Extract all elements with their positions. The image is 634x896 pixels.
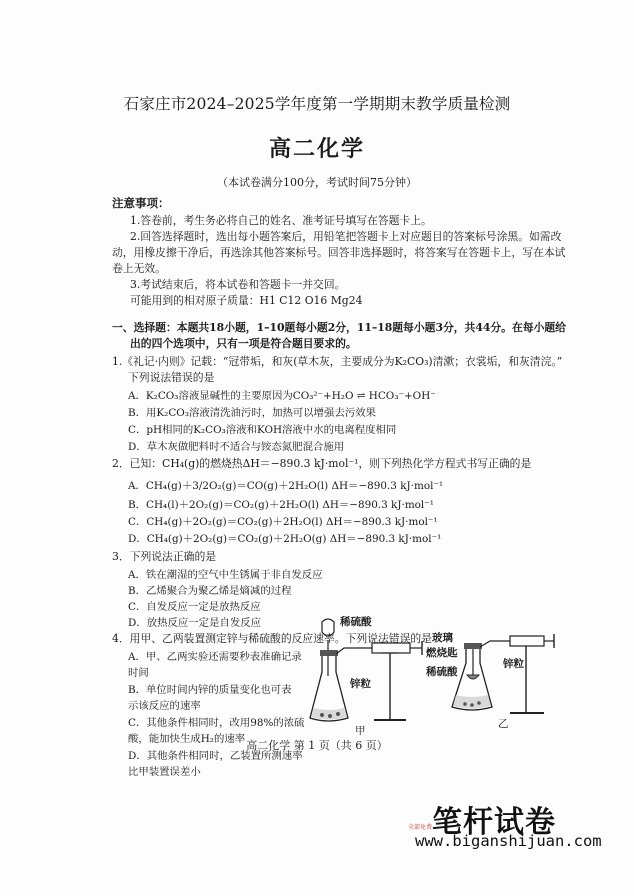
q4-option-c-cont: 酸，能加快生成H₂的速率	[128, 733, 246, 745]
yi-caption: 乙	[498, 718, 509, 730]
apparatus-yi	[450, 625, 560, 725]
notice-heading: 注意事项：	[112, 196, 170, 210]
q2-option-c: C．CH₄(g)＋2O₂(g)＝CO₂(g)＋2H₂O(l) ΔH＝−890.3 kJ·mol⁻¹	[128, 516, 438, 528]
q4-stem: 4．用甲、乙两装置测定锌与稀硫酸的反应速率。下列说法错误的是	[112, 632, 432, 645]
yi-zinc-label: 锌粒	[503, 658, 524, 670]
notice-item-2-end: 卷上无效。	[112, 262, 166, 275]
page-footer: 高二化学 第 1 页（共 6 页）	[246, 739, 388, 752]
jia-acid-label: 稀硫酸	[340, 616, 372, 628]
q4-option-d: D．其他条件相同时，乙装置所测速率	[128, 750, 303, 762]
yi-acid-label: 稀硫酸	[426, 666, 458, 678]
q3-option-d: D．放热反应一定是自发反应	[128, 617, 262, 629]
apparatus-yi-drawing	[450, 625, 560, 725]
yi-spoon-label-2: 燃烧匙	[426, 647, 458, 659]
q4-option-b-cont: 示该反应的速率	[128, 700, 201, 712]
q4-option-a: A．甲、乙两实验还需要秒表准确记录	[128, 651, 302, 663]
q3-option-a: A．铁在潮湿的空气中生锈属于非自发反应	[128, 569, 323, 581]
q2-stem: 2．已知：CH₄(g)的燃烧热ΔH＝−890.3 kJ·mol⁻¹，则下列热化学方程式书写正确的是	[112, 457, 532, 470]
atomic-masses: 可能用到的相对原子质量：H1 C12 O16 Mg24	[130, 294, 363, 307]
section1-line2: 出的四个选项中，只有一项是符合题目要求的。	[130, 337, 357, 350]
q1-option-c: C．pH相同的K₂CO₃溶液和KOH溶液中水的电离程度相同	[128, 424, 397, 436]
notice-item-2: 2.回答选择题时，选出每小题答案后，用铅笔把答题卡上对应题目的答案标号涂黑。如需改	[130, 230, 562, 243]
q2-option-d: D．CH₄(g)＋2O₂(g)＝CO₂(g)＋2H₂O(g) ΔH＝−890.3 kJ·mol⁻¹	[128, 533, 442, 545]
watermark-brand: 笔杆试卷	[432, 805, 556, 840]
q2-option-a: A．CH₄(g)＋3/2O₂(g)＝CO(g)＋2H₂O(l) ΔH＝−890.3 kJ·mol⁻¹	[128, 480, 444, 492]
q4-option-c: C．其他条件相同时，改用98%的浓硫	[128, 717, 305, 729]
jia-caption: 甲	[355, 725, 366, 737]
q4-option-d-cont: 比甲装置误差小	[128, 766, 201, 778]
q3-option-c: C．自发反应一定是放热反应	[128, 601, 261, 613]
exam-info: （本试卷满分100分，考试时间75分钟）	[217, 176, 417, 189]
notice-item-1: 1.答卷前，考生务必将自己的姓名、准考证号填写在答题卡上。	[130, 214, 432, 227]
jia-zinc-label: 锌粒	[350, 678, 371, 690]
q4-option-b: B．单位时间内锌的质量变化也可表	[128, 684, 292, 696]
q1-stem-cont: 下列说法错误的是	[128, 371, 215, 384]
watermark-url: www.biganshijuan.com	[415, 832, 602, 850]
subject-title: 高二化学	[268, 136, 365, 162]
section1-line1: 一、选择题：本题共18小题，1–10题每小题2分，11–18题每小题3分，共44分。在每小题给	[112, 321, 566, 334]
q3-option-b: B．乙烯聚合为聚乙烯是熵减的过程	[128, 585, 292, 597]
q1-stem: 1.《礼记·内则》记载：“冠带垢，和灰(草木灰，主要成分为K₂CO₃)清漱；衣裳垢，和灰清浣。”	[112, 355, 563, 368]
q4-option-a-cont: 时间	[128, 667, 149, 679]
watermark-tag: 全部免费	[408, 824, 433, 831]
q3-stem: 3．下列说法正确的是	[112, 550, 217, 563]
notice-item-3: 3.考试结束后，将本试卷和答题卡一并交回。	[130, 278, 346, 291]
q1-option-d: D．草木灰做肥料时不适合与铵态氮肥混合施用	[128, 441, 345, 453]
notice-item-2-cont: 动，用橡皮擦干净后，再选涂其他答案标号。回答非选择题时，将答案写在答题卡上，写在本试	[112, 246, 566, 259]
q2-option-b: B．CH₄(l)＋2O₂(g)＝CO₂(g)＋2H₂O(l) ΔH＝−890.3 kJ·mol⁻¹	[128, 499, 434, 511]
exam-title: 石家庄市2024–2025学年度第一学期期末教学质量检测	[123, 95, 511, 113]
yi-spoon-label: 玻璃	[432, 632, 453, 644]
q1-option-b: B．用K₂CO₃溶液清洗油污时，加热可以增强去污效果	[128, 407, 377, 419]
q1-option-a: A．K₂CO₃溶液显碱性的主要原因为CO₃²⁻+H₂O ⇌ HCO₃⁻+OH⁻	[128, 390, 436, 402]
